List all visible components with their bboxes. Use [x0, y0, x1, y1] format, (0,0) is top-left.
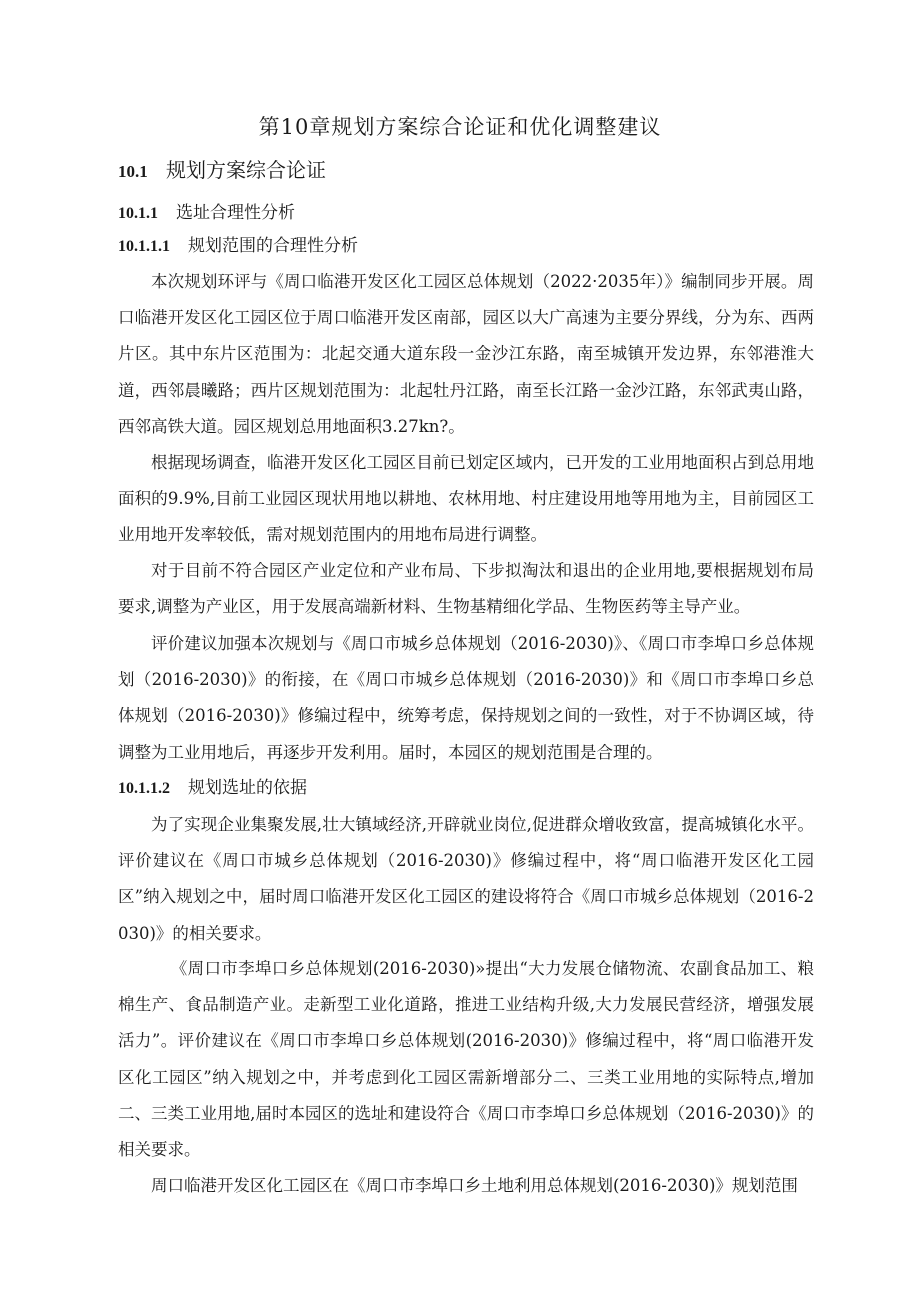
section-heading-10-1-1	[118, 199, 295, 228]
paragraph: 评价建议加强本次规划与《周口市城乡总体规划（2016-2030)》、《周口市李埠口乡总体规划（2016-2030)》的衔接，在《周口市城乡总体规划（2016-2030)》和《周口市李埠口乡总体规划（2016-2030)》修编过程中，统筹考虑，保持规划之间的一致性，对于不协调区域，待调整为工业用地后，再逐步开发利用。届时，本园区的规划范围是合理的。	[118, 634, 814, 762]
section-heading-10-1	[118, 156, 326, 186]
section-title: 规划选址的依据	[188, 778, 307, 798]
section-title: 规划方案综合论证	[166, 158, 326, 182]
section-heading-10-1-1-1	[118, 232, 358, 261]
section-number: 10.1	[118, 162, 148, 181]
section-number: 10.1.1.1	[118, 238, 170, 255]
paragraph: 周口临港开发区化工园区在《周口市李埠口乡土地利用总体规划(2016-2030)》规划范围	[151, 1176, 798, 1195]
section-heading-10-1-1-2	[118, 774, 307, 803]
section-title: 选址合理性分析	[176, 203, 295, 223]
section-number: 10.1.1.2	[118, 780, 170, 797]
paragraph: 本次规划环评与《周口临港开发区化工园区总体规划（2022·2035年）》编制同步开展。周口临港开发区化工园区位于周口临港开发区南部，园区以大广高速为主要分界线，分为东、西两片区。其中东片区范围为：北起交通大道东段一金沙江东路，南至城镇开发边界，东邻港淮大道，西邻晨曦路；西片区规划范围为：北起牡丹江路，南至长江路一金沙江路，东邻武夷山路，西邻高铁大道。园区规划总用地面积3.27kn?。	[118, 272, 814, 436]
paragraph: 根据现场调查，临港开发区化工园区目前已划定区域内，已开发的工业用地面积占到总用地面积的9.9%,目前工业园区现状用地以耕地、农林用地、村庄建设用地等用地为主，目前园区工业用地开发率较低，需对规划范围内的用地布局进行调整。	[118, 453, 814, 545]
paragraph: 《周口市李埠口乡总体规划(2016-2030)»提出“大力发展仓储物流、农副食品加工、粮棉生产、食品制造产业。走新型工业化道路，推进工业结构升级,大力发展民营经济，增强发展活力”。评价建议在《周口市李埠口乡总体规划(2016-2030)》修编过程中，将“周口临港开发区化工园区”纳入规划之中，并考虑到化工园区需新增部分二、三类工业用地的实际特点,增加二、三类工业用地,届时本园区的选址和建设符合《周口市李埠口乡总体规划（2016-2030)》的相关要求。	[118, 959, 814, 1160]
paragraph: 为了实现企业集聚发展,壮大镇域经济,开辟就业岗位,促进群众增收致富，提高城镇化水平。评价建议在《周口市城乡总体规划（2016-2030)》修编过程中，将“周口临港开发区化工园区”纳入规划之中，届时周口临港开发区化工园区的建设将符合《周口市城乡总体规划（2016-2030)》的相关要求。	[118, 815, 814, 943]
chapter-title: 第10章规划方案综合论证和优化调整建议	[258, 115, 662, 139]
section-number: 10.1.1	[118, 205, 158, 222]
section-title: 规划范围的合理性分析	[188, 236, 358, 256]
paragraph: 对于目前不符合园区产业定位和产业布局、下步拟淘汰和退出的企业用地,要根据规划布局要求,调整为产业区，用于发展高端新材料、生物基精细化学品、生物医药等主导产业。	[118, 561, 814, 617]
